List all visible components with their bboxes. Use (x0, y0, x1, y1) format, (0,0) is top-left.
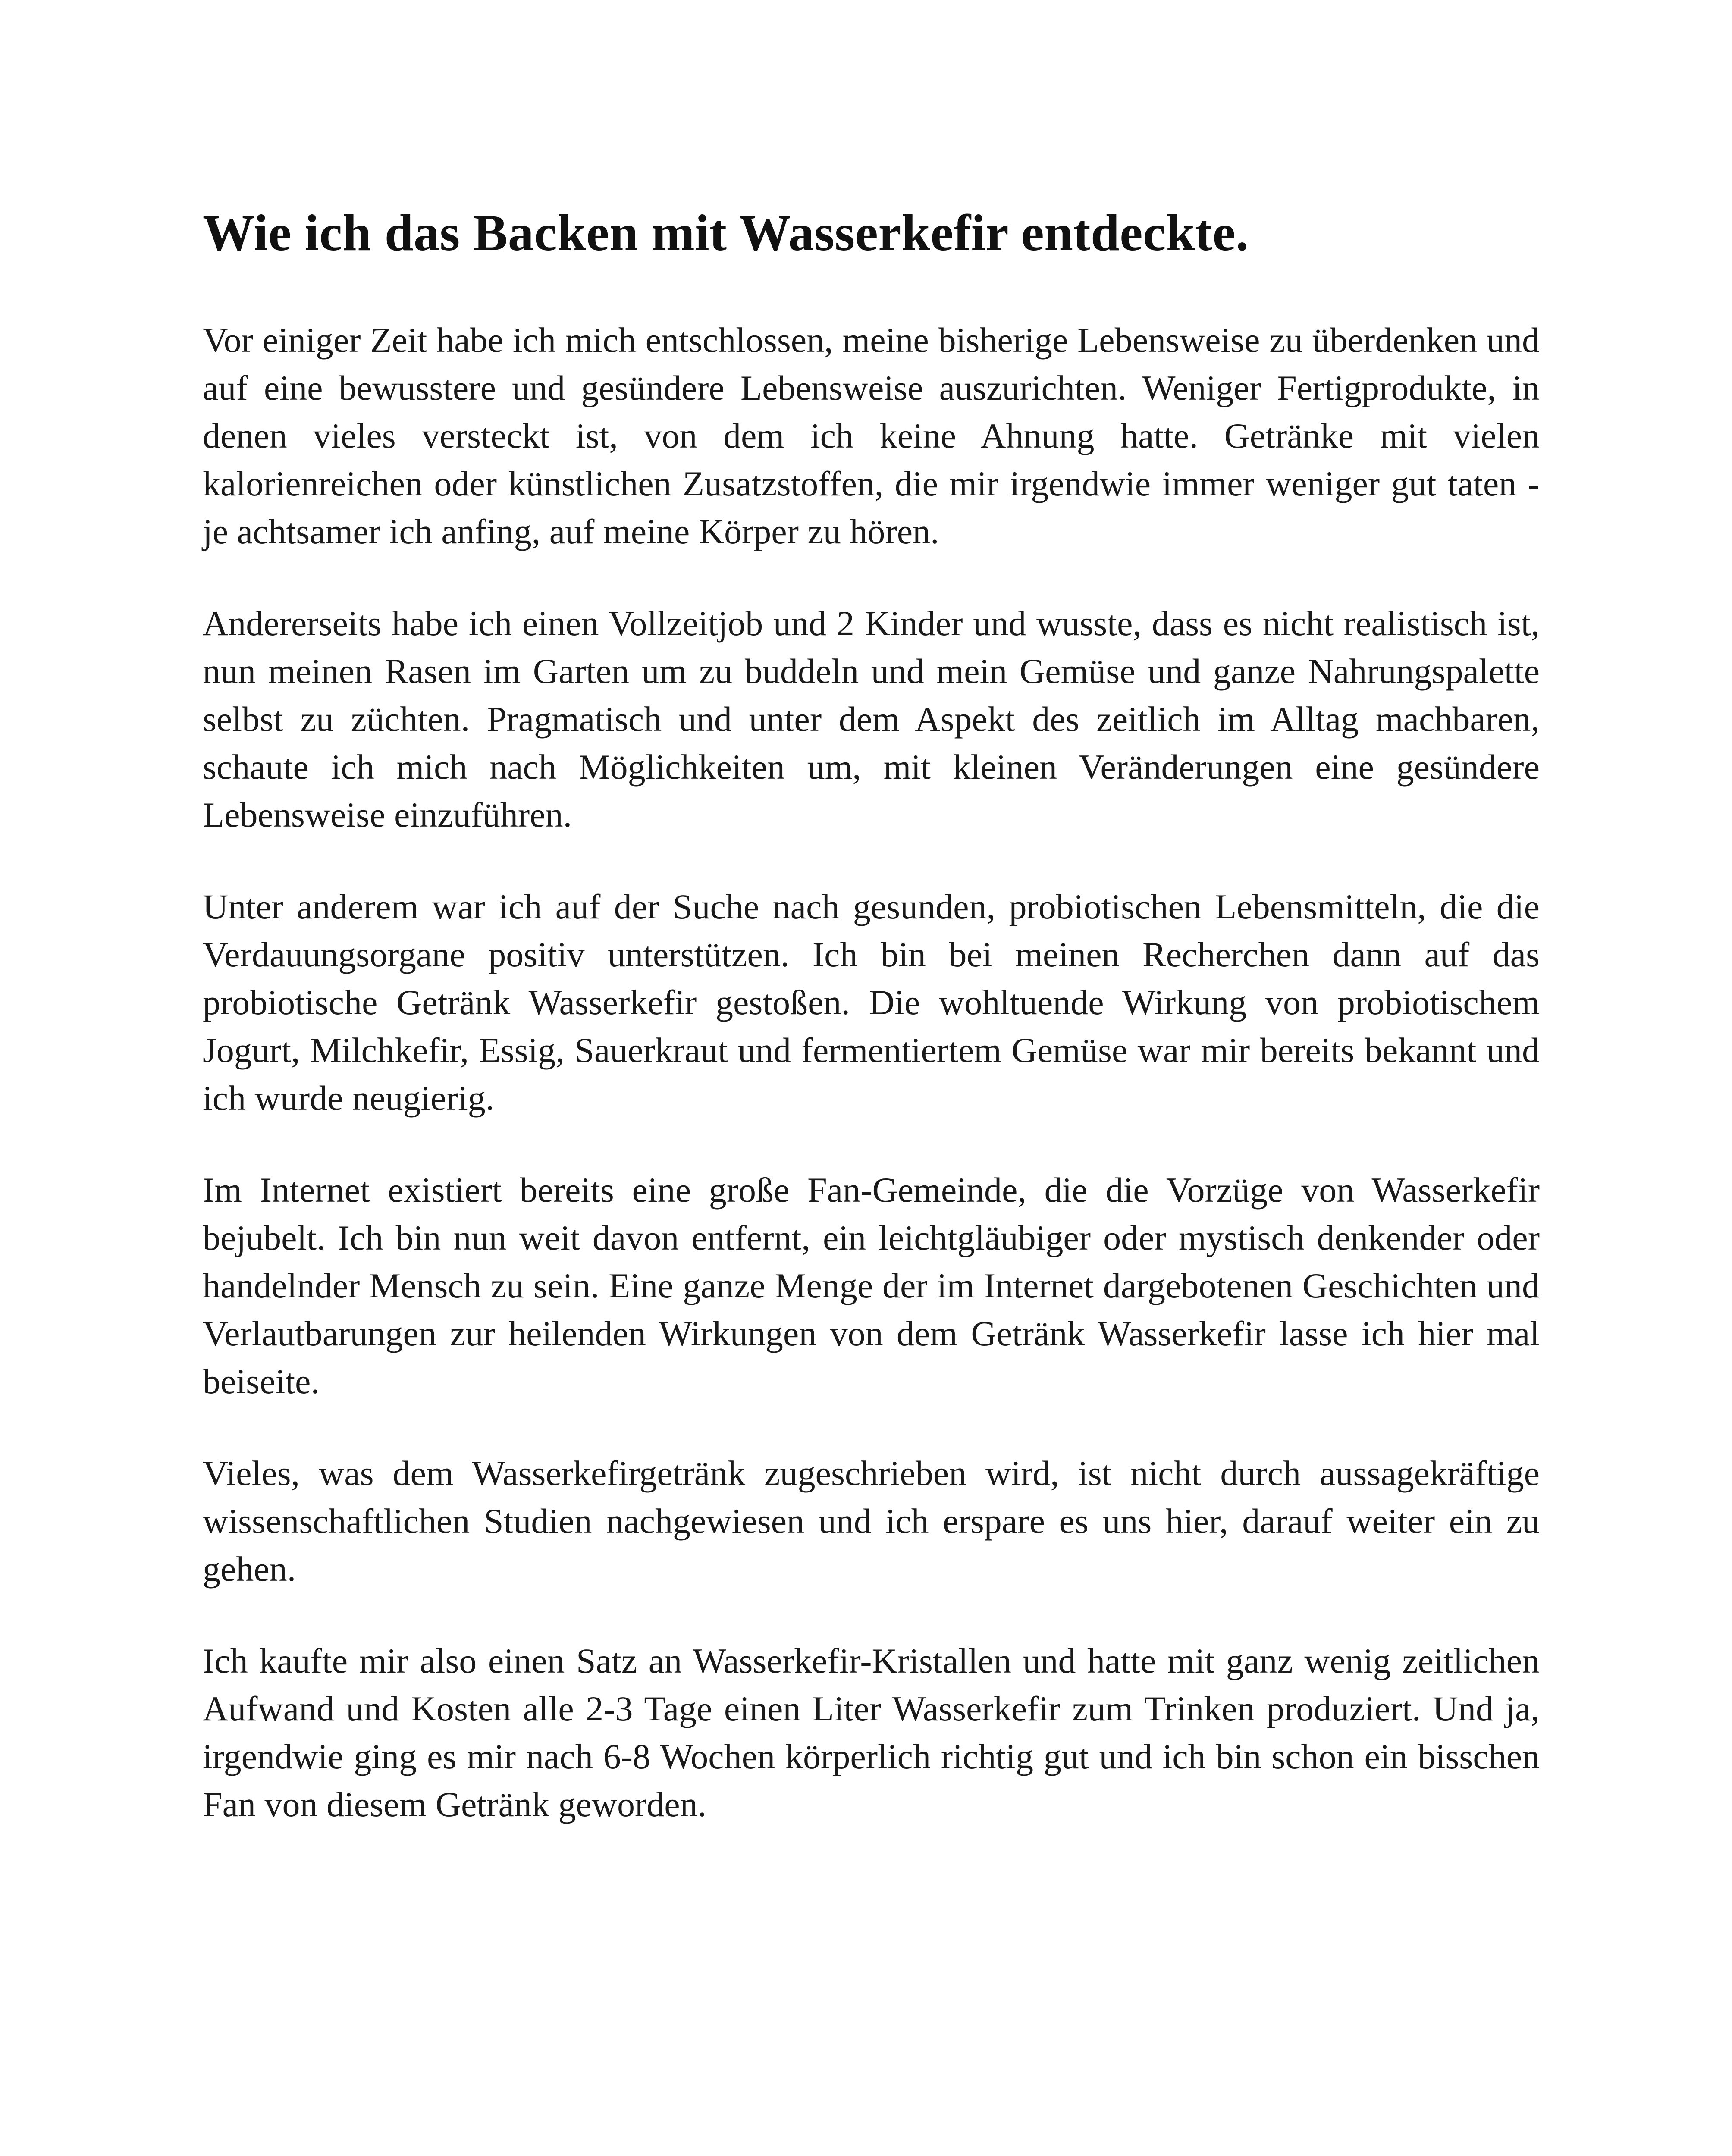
body-paragraph-1: Vor einiger Zeit habe ich mich entschlossen, meine bisherige Lebensweise zu überdenken und auf eine bewusstere und gesündere Lebensweise auszurichten. Weniger Fertigprodukte, in denen vieles versteckt ist, von dem ich keine Ahnung hatte. Getränke mit vielen kalorienreichen oder künstlichen Zusatzstoffen, die mir irgendwie immer weniger gut taten - je achtsamer ich anfing, auf meine Körper zu hören. (203, 320, 1540, 551)
body-paragraph-5: Vieles, was dem Wasserkefirgetränk zugeschrieben wird, ist nicht durch aussagekräftige wissenschaftlichen Studien nachgewiesen und ich erspare es uns hier, darauf weiter ein zu gehen. (203, 1454, 1540, 1589)
body-paragraph-4: Im Internet existiert bereits eine große Fan-Gemeinde, die die Vorzüge von Wasserkefir bejubelt. Ich bin nun weit davon entfernt, ein leichtgläubiger oder mystisch denkender oder handelnder Mensch zu sein. Eine ganze Menge der im Internet dargebotenen Geschichten und Verlautbarungen zur heilenden Wirkungen von dem Getränk Wasserkefir lasse ich hier mal beiseite. (203, 1170, 1540, 1401)
page-content (203, 201, 1540, 1872)
chapter-title: Wie ich das Backen mit Wasserkefir entdeckte. (203, 204, 1249, 261)
body-paragraph-3: Unter anderem war ich auf der Suche nach gesunden, probiotischen Lebensmitteln, die die Verdauungsorgane positiv unterstützen. Ich bin bei meinen Recherchen dann auf das probiotische Getränk Wasserkefir gestoßen. Die wohltuende Wirkung von probiotischem Jogurt, Milchkefir, Essig, Sauerkraut und fermentiertem Gemüse war mir bereits bekannt und ich wurde neugierig. (203, 887, 1540, 1118)
body-paragraph-2: Andererseits habe ich einen Vollzeitjob und 2 Kinder und wusste, dass es nicht realistisch ist, nun meinen Rasen im Garten um zu buddeln und mein Gemüse und ganze Nahrungspalette selbst zu züchten. Pragmatisch und unter dem Aspekt des zeitlich im Alltag machbaren, schaute ich mich nach Möglichkeiten um, mit kleinen Veränderungen eine gesündere Lebensweise einzuführen. (203, 604, 1540, 834)
body-paragraph-6: Ich kaufte mir also einen Satz an Wasserkefir-Kristallen und hatte mit ganz wenig zeitlichen Aufwand und Kosten alle 2-3 Tage einen Liter Wasserkefir zum Trinken produziert. Und ja, irgendwie ging es mir nach 6-8 Wochen körperlich richtig gut und ich bin schon ein bisschen Fan von diesem Getränk geworden. (203, 1641, 1540, 1824)
